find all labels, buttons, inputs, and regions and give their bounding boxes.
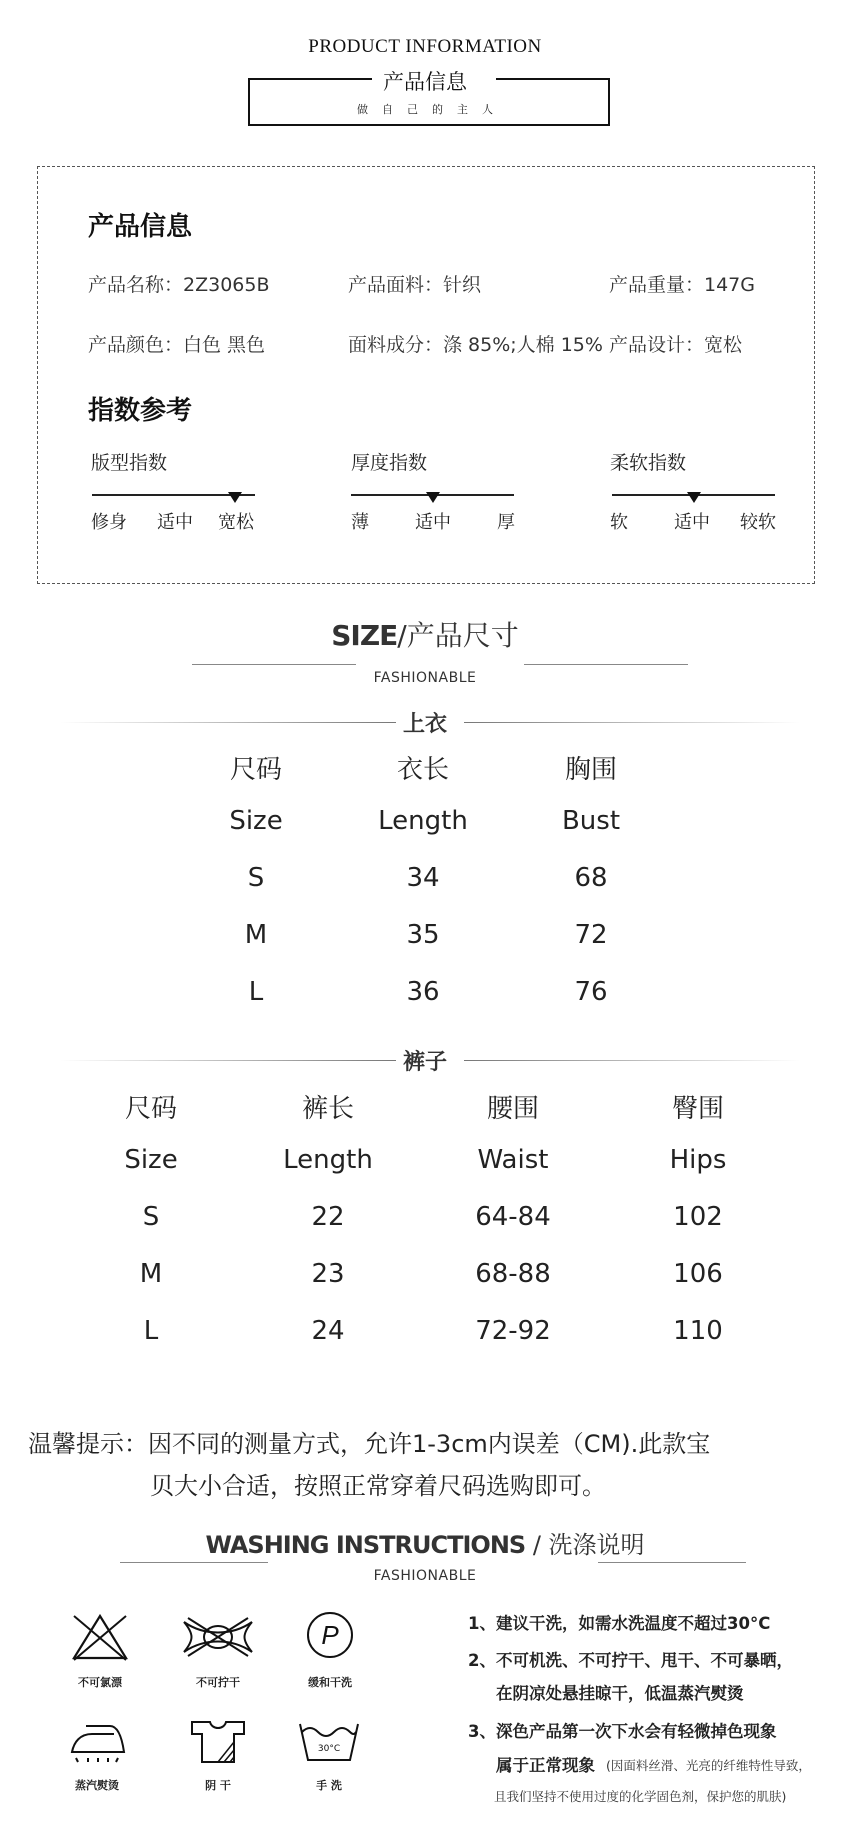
top-header-size-cn: 尺码 (229, 755, 282, 785)
top-row-l-bust: 76 (574, 977, 608, 1007)
softness-option-softer: 较软 (740, 512, 776, 533)
thickness-index-marker (426, 492, 440, 503)
product-design: 产品设计：宽松 (609, 334, 743, 356)
pants-row-m-hips: 106 (673, 1259, 723, 1289)
pants-row-m-waist: 68-88 (475, 1259, 551, 1289)
wash-item-1: 1、建议干洗，如需水洗温度不超过30°C (468, 1614, 771, 1633)
fit-index-marker (228, 492, 242, 503)
top-header-size-en: Size (229, 806, 283, 836)
gentle-dry-clean-label: 缓和干洗 (308, 1676, 352, 1689)
hand-wash-icon (296, 1720, 362, 1764)
wash-item-3: 3、深色产品第一次下水会有轻微掉色现象 (468, 1722, 777, 1741)
pants-header-length-cn: 裤长 (301, 1094, 354, 1124)
washing-line-left (120, 1562, 268, 1563)
shade-dry-label: 阴 干 (205, 1779, 231, 1792)
wash-item-2: 2、不可机洗、不可拧干、甩干、不可暴晒， (468, 1651, 793, 1670)
no-wring-icon (176, 1614, 260, 1660)
hand-wash-temp: 30°C (317, 1744, 341, 1754)
top-row-l-length: 36 (406, 977, 440, 1007)
size-title-line-left (192, 664, 356, 665)
pants-section-heading: 裤子 (402, 1050, 447, 1075)
header-title-cn: 产品信息 (383, 70, 467, 94)
top-header-bust-en: Bust (561, 806, 621, 836)
top-row-m-bust: 72 (574, 920, 608, 950)
top-row-s-length: 34 (406, 863, 440, 893)
notice-line-1: 温馨提示：因不同的测量方式，允许1-3cm内误差（CM).此款宝 (28, 1430, 711, 1458)
pants-header-length-en: Length (283, 1145, 373, 1175)
header-subtitle: 做自己的主人 (357, 103, 507, 116)
top-row-s-bust: 68 (574, 863, 608, 893)
pants-header-hips-cn: 臀围 (671, 1094, 724, 1124)
dry-clean-letter: P (321, 1620, 339, 1650)
thickness-option-thick: 厚 (497, 512, 515, 533)
pants-row-m-size: M (139, 1259, 163, 1289)
no-bleach-label: 不可氯漂 (78, 1676, 122, 1689)
wash-item-3-cont: 属于正常现象 (496, 1756, 595, 1775)
wash-item-3-note: (因面料丝滑、光亮的纤维特性导致， (606, 1758, 811, 1773)
thickness-index-label: 厚度指数 (351, 452, 428, 474)
pants-row-l-length: 24 (311, 1316, 345, 1346)
pants-row-l-waist: 72-92 (475, 1316, 551, 1346)
product-composition: 面料成分：涤 85%;人棉 15% (348, 334, 603, 356)
product-weight: 产品重量：147G (609, 274, 755, 296)
thickness-option-thin: 薄 (351, 512, 369, 533)
top-row-m-length: 35 (406, 920, 440, 950)
product-fabric: 产品面料：针织 (348, 274, 482, 296)
pants-header-waist-cn: 腰围 (486, 1094, 539, 1124)
top-section-heading: 上衣 (402, 712, 447, 737)
pants-row-s-length: 22 (311, 1202, 345, 1232)
no-wring-label: 不可拧干 (196, 1676, 240, 1689)
product-name: 产品名称：2Z3065B (88, 274, 270, 296)
size-subtitle: FASHIONABLE (373, 670, 477, 686)
washing-title-rest: / 洗涤说明 (525, 1531, 645, 1559)
product-color: 产品颜色：白色 黑色 (88, 334, 266, 356)
no-bleach-icon (70, 1612, 130, 1664)
pants-header-size-en: Size (124, 1145, 178, 1175)
thickness-option-medium: 适中 (415, 512, 451, 533)
fit-option-medium: 适中 (157, 512, 193, 533)
top-header-length-cn: 衣长 (396, 755, 449, 785)
softness-option-medium: 适中 (674, 512, 710, 533)
pants-row-l-size: L (143, 1316, 159, 1346)
softness-index-marker (687, 492, 701, 503)
gentle-dry-clean-icon (305, 1610, 355, 1660)
softness-index-label: 柔软指数 (610, 452, 687, 474)
top-header-length-en: Length (378, 806, 468, 836)
washing-subtitle: FASHIONABLE (373, 1568, 477, 1584)
top-row-m-size: M (244, 920, 268, 950)
steam-iron-icon (68, 1720, 128, 1764)
pants-header-size-cn: 尺码 (124, 1094, 177, 1124)
size-section-title (0, 614, 850, 654)
notice-line-2: 贝大小合适，按照正常穿着尺码选购即可。 (150, 1472, 606, 1500)
washing-title-bold: WASHING INSTRUCTIONS (205, 1531, 526, 1559)
pants-row-s-size: S (142, 1202, 160, 1232)
shade-dry-icon (188, 1718, 248, 1766)
washing-title (0, 1525, 850, 1560)
index-ref-heading: 指数参考 (88, 396, 193, 426)
fit-option-loose: 宽松 (218, 512, 254, 533)
fit-index-label: 版型指数 (91, 452, 168, 474)
top-row-s-size: S (247, 863, 265, 893)
steam-iron-label: 蒸汽熨烫 (75, 1779, 119, 1792)
size-title-bold: SIZE (331, 619, 398, 652)
pants-header-hips-en: Hips (669, 1145, 727, 1175)
pants-header-waist-en: Waist (477, 1145, 549, 1175)
size-title-line-right (524, 664, 688, 665)
wash-item-2-cont: 在阴凉处悬挂晾干，低温蒸汽熨烫 (496, 1684, 744, 1703)
fit-option-slim: 修身 (91, 512, 127, 533)
wash-item-3-note-cont: 且我们坚持不使用过度的化学固色剂，保护您的肌肤) (494, 1789, 787, 1804)
pants-row-s-waist: 64-84 (475, 1202, 551, 1232)
washing-line-right (598, 1562, 746, 1563)
pants-row-l-hips: 110 (673, 1316, 723, 1346)
top-row-l-size: L (248, 977, 264, 1007)
hand-wash-label: 手 洗 (316, 1779, 342, 1792)
product-info-heading: 产品信息 (88, 212, 193, 242)
header-title-en: PRODUCT INFORMATION (308, 36, 542, 57)
size-title-rest: /产品尺寸 (397, 619, 519, 652)
pants-row-m-length: 23 (311, 1259, 345, 1289)
softness-option-soft: 软 (610, 512, 628, 533)
top-header-bust-cn: 胸围 (564, 755, 617, 785)
pants-row-s-hips: 102 (673, 1202, 723, 1232)
